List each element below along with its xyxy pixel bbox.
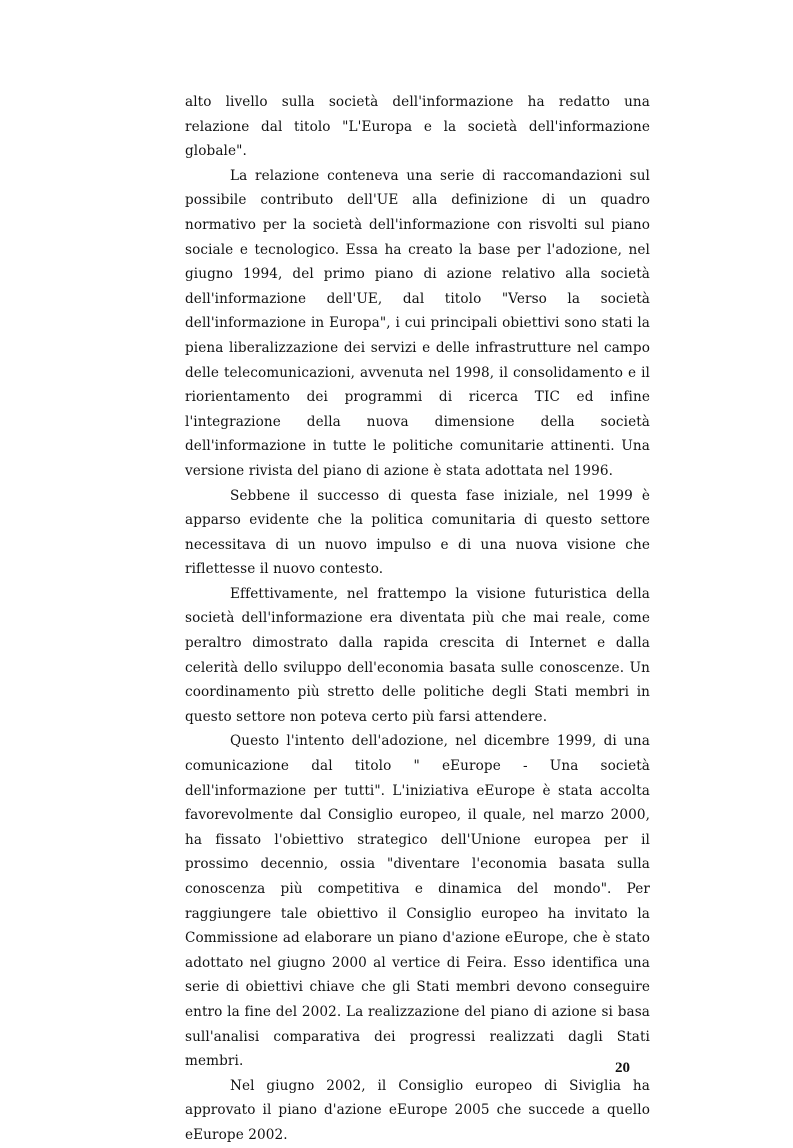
paragraph-sebbene: Sebbene il successo di questa fase iniziale, nel 1999 è apparso evidente che la politica comunitaria di questo settore necessitava di un nuovo impulso e di una nuova visione che riflettesse il nuovo contesto. — [185, 487, 650, 578]
body-text — [185, 90, 650, 1148]
page-number: 20 — [615, 1060, 630, 1076]
paragraph-relazione: La relazione conteneva una serie di raccomandazioni sul possibile contributo dell'UE alla definizione di un quadro normativo per la società dell'informazione con risvolti sul piano sociale e tecnologico. Essa ha creato la base per l'adozione, nel giugno 1994, del primo piano di azione relativo alla società dell'informazione dell'UE, dal titolo "Verso la società dell'informazione in Europa", i cui principali obiettivi sono stati la piena liberalizzazione dei servizi e delle infrastrutture nel campo delle telecomunicazioni, avvenuta nel 1998, il consolidamento e il riorientamento dei programmi di ricerca TIC ed infine l'integrazione della nuova dimensione della società dell'informazione in tutte le politiche comunitarie attinenti. Una versione rivista del piano di azione è stata adottata nel 1996. — [185, 167, 650, 479]
paragraph-eeurope: Questo l'intento dell'adozione, nel dicembre 1999, di una comunicazione dal titolo " eEurope - Una società dell'informazione per tutti". L'iniziativa eEurope è stata accolta favorevolmente dal Consiglio europeo, il quale, nel marzo 2000, ha fissato l'obiettivo strategico dell'Unione europea per il prossimo decennio, ossia "diventare l'economia basata sulla conoscenza più competitiva e dinamica del mondo". Per raggiungere tale obiettivo il Consiglio europeo ha invitato la Commissione ad elaborare un piano d'azione eEurope, che è stato adottato nel giugno 2000 al vertice di Feira. Esso identifica una serie di obiettivi chiave che gli Stati membri devono conseguire entro la fine del 2002. La realizzazione del piano di azione si basa sull'analisi comparativa dei progressi realizzati dagli Stati membri. — [185, 733, 650, 1070]
paragraph-siviglia: Nel giugno 2002, il Consiglio europeo di Siviglia ha approvato il piano d'azione eEurope 2005 che succede a quello eEurope 2002. — [185, 1077, 650, 1143]
paragraph-effettivamente: Effettivamente, nel frattempo la visione futuristica della società dell'informazione era diventata più che mai reale, come peraltro dimostrato dalla rapida crescita di Internet e dalla celerità dello sviluppo dell'economia basata sulle conoscenze. Un coordinamento più stretto delle politiche degli Stati membri in questo settore non poteva certo più farsi attendere. — [185, 585, 650, 725]
paragraph-continuation: alto livello sulla società dell'informazione ha redatto una relazione dal titolo "L'Europa e la società dell'informazione globale". — [185, 94, 650, 160]
